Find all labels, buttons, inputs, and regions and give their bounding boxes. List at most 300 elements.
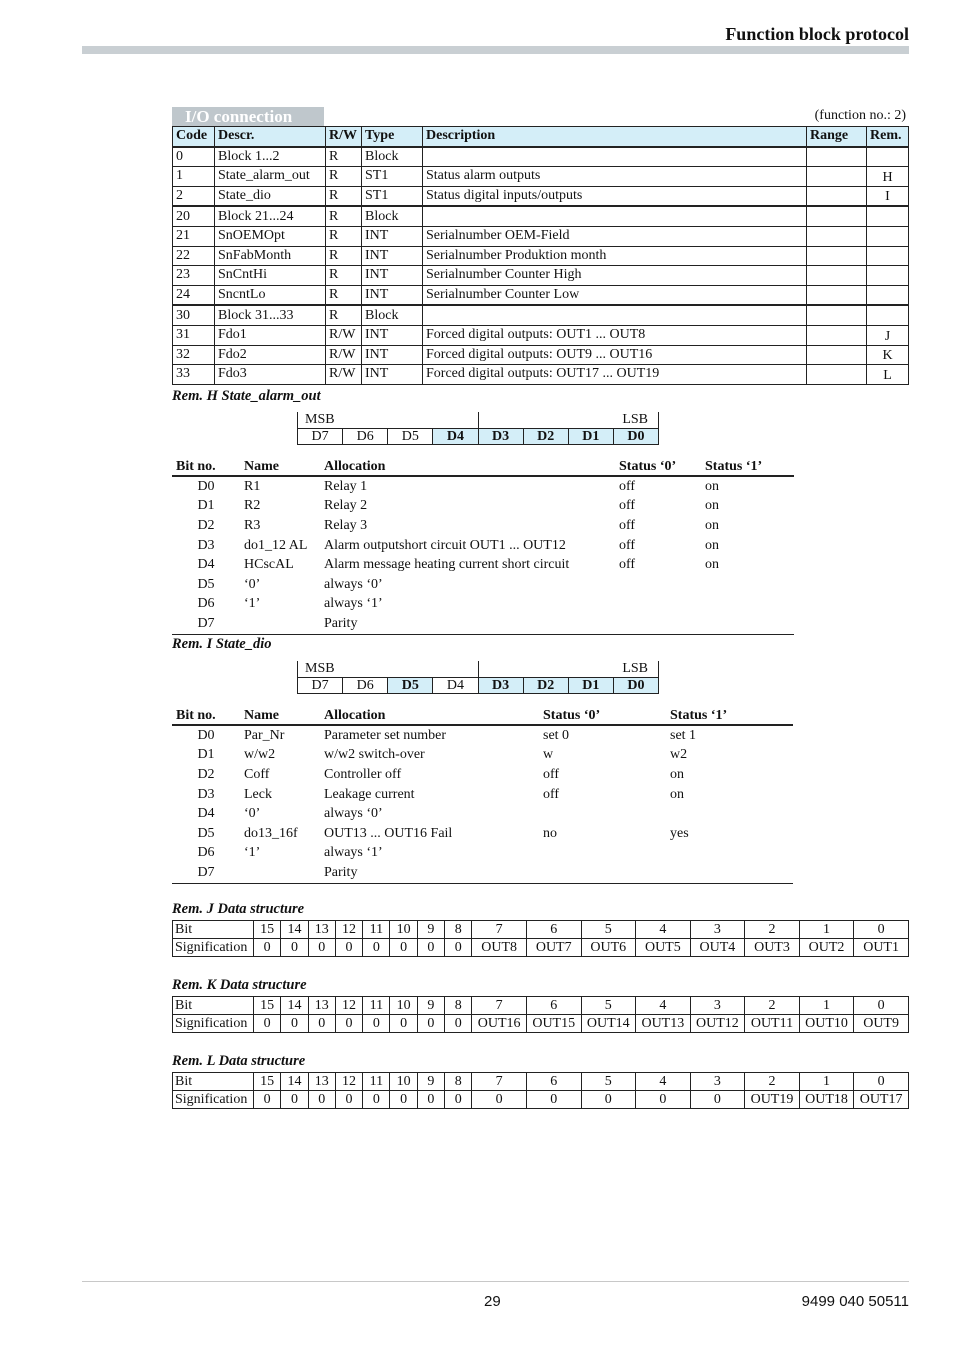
table-cell: on xyxy=(705,517,719,533)
bit-cell: D4 xyxy=(433,429,478,445)
table-cell: R/W xyxy=(326,325,362,345)
table-cell: set 0 xyxy=(543,727,570,743)
signification-value: 0 xyxy=(417,1091,444,1109)
table-cell: always ‘0’ xyxy=(324,806,383,822)
bit-number: 0 xyxy=(854,997,909,1015)
signification-value: 0 xyxy=(308,1091,335,1109)
bit-number: 10 xyxy=(390,997,417,1015)
rem-h-bit-row xyxy=(298,429,659,445)
table-cell: D3 xyxy=(197,786,215,802)
signification-value: 0 xyxy=(254,1015,281,1033)
table-row xyxy=(173,325,909,345)
bit-number: 6 xyxy=(526,921,581,939)
table-row xyxy=(173,206,909,226)
table-cell: Block xyxy=(362,206,423,226)
bit-number: 12 xyxy=(335,1073,362,1091)
signification-value: 0 xyxy=(636,1091,691,1109)
bit-number: 2 xyxy=(745,1073,800,1091)
table-cell: Fdo2 xyxy=(215,345,326,365)
bit-number: 2 xyxy=(745,921,800,939)
signification-value: 0 xyxy=(581,1091,636,1109)
signification-value: OUT19 xyxy=(745,1091,800,1109)
table-cell: State_alarm_out xyxy=(215,167,326,187)
table-cell: ‘0’ xyxy=(244,806,261,822)
table-cell: 31 xyxy=(173,325,215,345)
table-cell: R xyxy=(326,266,362,286)
table-cell: ST1 xyxy=(362,186,423,206)
bit-cell: D7 xyxy=(298,429,343,445)
table-row xyxy=(173,305,909,325)
table-cell: D4 xyxy=(197,557,215,573)
signification-value: 0 xyxy=(308,1015,335,1033)
table-row xyxy=(173,186,909,206)
table-cell: Status digital inputs/outputs xyxy=(423,186,807,206)
table-cell: 24 xyxy=(173,285,215,305)
signification-row xyxy=(173,1091,909,1109)
table-cell: always ‘1’ xyxy=(324,845,383,861)
table-cell: 21 xyxy=(173,226,215,246)
bit-number: 4 xyxy=(636,997,691,1015)
table-row xyxy=(172,765,793,785)
signification-value: 0 xyxy=(390,1091,417,1109)
table-cell xyxy=(701,575,794,595)
io-table-body xyxy=(173,147,909,385)
table-cell: OUT13 ... OUT16 Fail xyxy=(324,825,453,841)
bit-number: 4 xyxy=(636,921,691,939)
table-cell: Block xyxy=(362,147,423,167)
table-cell: off xyxy=(619,498,636,514)
table-cell: 20 xyxy=(173,206,215,226)
bit-number: 3 xyxy=(690,1073,745,1091)
column-header: Status ‘0’ xyxy=(539,706,666,725)
table-row xyxy=(172,516,794,536)
table-row xyxy=(172,555,794,575)
table-cell: INT xyxy=(362,345,423,365)
bit-number: 10 xyxy=(390,1073,417,1091)
rem-h-title: Rem. H State_alarm_out xyxy=(172,388,321,404)
table-row xyxy=(172,785,793,805)
lsb-label: LSB xyxy=(622,412,648,427)
table-cell: 0 xyxy=(173,147,215,167)
table-cell: INT xyxy=(362,246,423,266)
bit-number: 1 xyxy=(799,997,854,1015)
rem-k-title: Rem. K Data structure xyxy=(172,977,307,993)
bit-number: 5 xyxy=(581,921,636,939)
bit-number: 6 xyxy=(526,1073,581,1091)
table-row xyxy=(172,497,794,517)
bit-number: 3 xyxy=(690,997,745,1015)
signification-value: 0 xyxy=(281,939,308,957)
table-cell: R xyxy=(326,206,362,226)
table-cell: ‘1’ xyxy=(244,845,261,861)
signification-value: OUT8 xyxy=(472,939,527,957)
signification-value: OUT3 xyxy=(745,939,800,957)
bit-number: 1 xyxy=(799,921,854,939)
table-cell: L xyxy=(867,365,909,385)
bit-cell: D1 xyxy=(568,429,613,445)
table-cell: Block 21...24 xyxy=(215,206,326,226)
rem-i-table xyxy=(172,706,793,884)
signification-label: Signification xyxy=(173,939,254,957)
table-cell: Fdo1 xyxy=(215,325,326,345)
table-cell: Parity xyxy=(320,614,615,634)
table-cell: INT xyxy=(362,285,423,305)
table-row xyxy=(172,536,794,556)
bit-number: 10 xyxy=(390,921,417,939)
table-cell: do1_12 AL xyxy=(244,537,308,553)
table-cell: R/W xyxy=(326,345,362,365)
table-cell xyxy=(807,305,867,325)
table-cell: SnOEMOpt xyxy=(215,226,326,246)
table-cell: off xyxy=(619,478,636,494)
signification-value: OUT4 xyxy=(690,939,745,957)
signification-value: OUT9 xyxy=(854,1015,909,1033)
table-cell: D1 xyxy=(197,747,215,763)
table-cell xyxy=(666,863,793,883)
table-cell: on xyxy=(705,557,719,573)
rem-k-data-structure xyxy=(172,996,909,1033)
io-column-header: Rem. xyxy=(867,127,909,147)
table-cell xyxy=(807,285,867,305)
table-cell xyxy=(867,305,909,325)
table-cell: D2 xyxy=(197,517,215,533)
table-cell: Relay 2 xyxy=(324,498,368,514)
msb-label: MSB xyxy=(305,412,335,427)
table-cell: yes xyxy=(670,825,689,841)
signification-value: 0 xyxy=(363,1015,390,1033)
table-row xyxy=(172,844,793,864)
table-cell: off xyxy=(619,557,636,573)
bit-cell: D6 xyxy=(343,429,388,445)
io-column-header: Code xyxy=(173,127,215,147)
table-cell: Fdo3 xyxy=(215,365,326,385)
table-cell: Relay 3 xyxy=(324,517,368,533)
column-header: Allocation xyxy=(320,457,615,476)
table-cell xyxy=(807,226,867,246)
signification-value: 0 xyxy=(363,1091,390,1109)
table-cell: D4 xyxy=(197,806,215,822)
signification-value: 0 xyxy=(335,1015,362,1033)
table-cell xyxy=(807,345,867,365)
table-cell: SnCntHi xyxy=(215,266,326,286)
rem-h-table-body xyxy=(172,476,794,634)
table-cell xyxy=(807,266,867,286)
table-cell: D6 xyxy=(197,845,215,861)
signification-value: OUT18 xyxy=(799,1091,854,1109)
table-row xyxy=(172,614,794,634)
rem-i-bit-row xyxy=(298,678,659,694)
table-cell: State_dio xyxy=(215,186,326,206)
table-cell: HCscAL xyxy=(244,557,294,573)
signification-value: OUT16 xyxy=(472,1015,527,1033)
bit-cell: D0 xyxy=(613,429,658,445)
rem-i-bit-diagram xyxy=(297,661,659,694)
table-cell: K xyxy=(867,345,909,365)
table-cell xyxy=(807,167,867,187)
table-cell: R xyxy=(326,285,362,305)
bit-number: 15 xyxy=(254,997,281,1015)
io-column-header: Type xyxy=(362,127,423,147)
table-cell: always ‘0’ xyxy=(324,576,383,592)
table-row xyxy=(173,365,909,385)
table-cell: on xyxy=(705,478,719,494)
table-cell: off xyxy=(543,786,560,802)
table-cell xyxy=(867,246,909,266)
bit-number: 1 xyxy=(799,1073,854,1091)
table-cell: on xyxy=(705,498,719,514)
table-cell: on xyxy=(670,766,684,782)
table-cell: 30 xyxy=(173,305,215,325)
io-table xyxy=(172,126,909,385)
table-cell: on xyxy=(705,537,719,553)
signification-value: 0 xyxy=(308,939,335,957)
bit-row xyxy=(173,1073,909,1091)
signification-value: 0 xyxy=(254,1091,281,1109)
table-cell: do13_16f xyxy=(244,825,298,841)
table-row xyxy=(172,804,793,824)
table-cell: w2 xyxy=(670,747,688,763)
table-cell xyxy=(807,206,867,226)
table-cell: Coff xyxy=(244,766,270,782)
bit-number: 8 xyxy=(445,1073,472,1091)
bit-label: Bit xyxy=(173,1073,254,1091)
table-cell: R xyxy=(326,186,362,206)
column-header: Name xyxy=(240,457,320,476)
column-header: Status ‘1’ xyxy=(701,457,794,476)
bit-cell: D7 xyxy=(298,678,343,694)
table-row xyxy=(172,863,793,883)
table-cell: Block 1...2 xyxy=(215,147,326,167)
table-row xyxy=(173,147,909,167)
table-row xyxy=(172,824,793,844)
table-cell: Leck xyxy=(244,786,272,802)
table-cell xyxy=(867,226,909,246)
bit-number: 11 xyxy=(363,1073,390,1091)
table-cell: Serialnumber Counter High xyxy=(423,266,807,286)
signification-value: 0 xyxy=(281,1091,308,1109)
table-cell: always ‘1’ xyxy=(324,596,383,612)
bit-number: 6 xyxy=(526,997,581,1015)
table-cell: Alarm message heating current short circuit xyxy=(324,557,570,573)
table-cell: Par_Nr xyxy=(244,727,285,743)
signification-value: 0 xyxy=(472,1091,527,1109)
table-cell: R2 xyxy=(244,498,261,514)
table-cell: Forced digital outputs: OUT9 ... OUT16 xyxy=(423,345,807,365)
table-cell: Relay 1 xyxy=(324,478,368,494)
bit-number: 15 xyxy=(254,921,281,939)
signification-value: 0 xyxy=(445,939,472,957)
io-table-header xyxy=(173,127,909,147)
table-cell: R xyxy=(326,226,362,246)
bit-number: 13 xyxy=(308,921,335,939)
bit-number: 11 xyxy=(363,921,390,939)
signification-row xyxy=(173,939,909,957)
rem-l-title: Rem. L Data structure xyxy=(172,1053,306,1069)
signification-value: 0 xyxy=(390,1015,417,1033)
table-cell: R1 xyxy=(244,478,261,494)
table-cell: Parity xyxy=(320,863,539,883)
bit-cell: D0 xyxy=(613,678,658,694)
bit-row xyxy=(173,921,909,939)
rem-i-table-header xyxy=(172,706,793,725)
signification-value: 0 xyxy=(445,1091,472,1109)
table-cell: Forced digital outputs: OUT17 ... OUT19 xyxy=(423,365,807,385)
table-cell xyxy=(867,206,909,226)
table-cell: ‘1’ xyxy=(244,596,261,612)
table-cell xyxy=(867,147,909,167)
table-cell: D0 xyxy=(197,478,215,494)
table-cell: no xyxy=(543,825,557,841)
table-row xyxy=(172,746,793,766)
table-cell: Forced digital outputs: OUT1 ... OUT8 xyxy=(423,325,807,345)
table-cell: R xyxy=(326,305,362,325)
bit-label: Bit xyxy=(173,921,254,939)
bit-number: 14 xyxy=(281,997,308,1015)
table-cell xyxy=(539,844,666,864)
table-cell: Serialnumber OEM-Field xyxy=(423,226,807,246)
signification-value: OUT1 xyxy=(854,939,909,957)
table-cell xyxy=(701,595,794,615)
table-cell xyxy=(807,147,867,167)
table-cell xyxy=(867,285,909,305)
table-cell: D3 xyxy=(197,537,215,553)
bit-number: 8 xyxy=(445,997,472,1015)
table-cell: R xyxy=(326,246,362,266)
bit-number: 13 xyxy=(308,997,335,1015)
table-cell: INT xyxy=(362,365,423,385)
table-cell: w/w2 xyxy=(244,747,276,763)
table-cell xyxy=(807,186,867,206)
signification-value: OUT5 xyxy=(636,939,691,957)
table-row xyxy=(173,246,909,266)
signification-value: 0 xyxy=(254,939,281,957)
table-row xyxy=(172,725,793,746)
table-cell: Status alarm outputs xyxy=(423,167,807,187)
table-cell: 1 xyxy=(173,167,215,187)
signification-value: OUT11 xyxy=(745,1015,800,1033)
table-row xyxy=(173,266,909,286)
column-header: Name xyxy=(240,706,320,725)
bit-cell: D5 xyxy=(388,678,433,694)
bit-number: 3 xyxy=(690,921,745,939)
bit-cell: D3 xyxy=(478,429,523,445)
table-cell: on xyxy=(670,786,684,802)
signification-value: 0 xyxy=(335,939,362,957)
signification-value: OUT10 xyxy=(799,1015,854,1033)
bit-cell: D3 xyxy=(478,678,523,694)
table-cell: J xyxy=(867,325,909,345)
table-cell: Block xyxy=(362,305,423,325)
table-cell: SncntLo xyxy=(215,285,326,305)
column-header: Status ‘0’ xyxy=(615,457,701,476)
table-row xyxy=(172,575,794,595)
table-cell: D5 xyxy=(197,576,215,592)
table-cell: R xyxy=(326,167,362,187)
bit-number: 0 xyxy=(854,1073,909,1091)
rem-j-title: Rem. J Data structure xyxy=(172,901,305,917)
table-cell xyxy=(666,844,793,864)
table-cell: SnFabMonth xyxy=(215,246,326,266)
bit-number: 12 xyxy=(335,997,362,1015)
table-cell: 23 xyxy=(173,266,215,286)
table-cell: D1 xyxy=(197,498,215,514)
bit-number: 2 xyxy=(745,997,800,1015)
bit-row xyxy=(173,997,909,1015)
rem-h-bit-diagram xyxy=(297,412,659,445)
bit-cell: D6 xyxy=(343,678,388,694)
footer-divider xyxy=(82,1281,909,1282)
table-cell xyxy=(807,246,867,266)
bit-number: 8 xyxy=(445,921,472,939)
bit-number: 11 xyxy=(363,997,390,1015)
table-row xyxy=(173,345,909,365)
table-cell xyxy=(423,305,807,325)
signification-row xyxy=(173,1015,909,1033)
table-row xyxy=(173,226,909,246)
table-cell xyxy=(423,147,807,167)
signification-value: 0 xyxy=(390,939,417,957)
table-cell: Block 31...33 xyxy=(215,305,326,325)
bit-number: 7 xyxy=(472,997,527,1015)
bit-number: 7 xyxy=(472,1073,527,1091)
table-cell: D7 xyxy=(172,863,240,883)
table-cell: Parameter set number xyxy=(324,727,447,743)
table-cell: D2 xyxy=(197,766,215,782)
table-cell xyxy=(539,804,666,824)
header-bar xyxy=(82,46,909,54)
bit-cell: D4 xyxy=(433,678,478,694)
signification-value: 0 xyxy=(417,1015,444,1033)
signification-value: OUT17 xyxy=(854,1091,909,1109)
bit-cell: D1 xyxy=(568,678,613,694)
lsb-label: LSB xyxy=(622,661,648,676)
table-cell xyxy=(615,614,701,634)
table-cell: 2 xyxy=(173,186,215,206)
table-cell xyxy=(615,595,701,615)
column-header: Bit no. xyxy=(172,706,240,725)
table-cell: H xyxy=(867,167,909,187)
table-cell: D7 xyxy=(172,614,240,634)
table-cell: Leakage current xyxy=(324,786,415,802)
table-cell xyxy=(423,206,807,226)
page-header-title: Function block protocol xyxy=(725,24,909,44)
table-cell: Alarm outputshort circuit OUT1 ... OUT12 xyxy=(324,537,566,553)
signification-value: 0 xyxy=(281,1015,308,1033)
signification-value: 0 xyxy=(526,1091,581,1109)
document-number: 9499 040 50511 xyxy=(801,1293,909,1310)
column-header: Allocation xyxy=(320,706,539,725)
bit-number: 7 xyxy=(472,921,527,939)
bit-number: 13 xyxy=(308,1073,335,1091)
io-column-header: R/W xyxy=(326,127,362,147)
table-row xyxy=(172,476,794,497)
bit-label: Bit xyxy=(173,997,254,1015)
rem-h-table xyxy=(172,457,794,635)
table-cell: Controller off xyxy=(324,766,402,782)
table-cell: 33 xyxy=(173,365,215,385)
table-cell xyxy=(615,575,701,595)
table-cell: ST1 xyxy=(362,167,423,187)
signification-label: Signification xyxy=(173,1015,254,1033)
bit-number: 4 xyxy=(636,1073,691,1091)
signification-value: 0 xyxy=(690,1091,745,1109)
signification-value: 0 xyxy=(363,939,390,957)
signification-value: 0 xyxy=(417,939,444,957)
table-cell: w/w2 switch-over xyxy=(324,747,425,763)
table-cell: off xyxy=(619,537,636,553)
table-cell xyxy=(240,863,320,883)
table-cell xyxy=(867,266,909,286)
